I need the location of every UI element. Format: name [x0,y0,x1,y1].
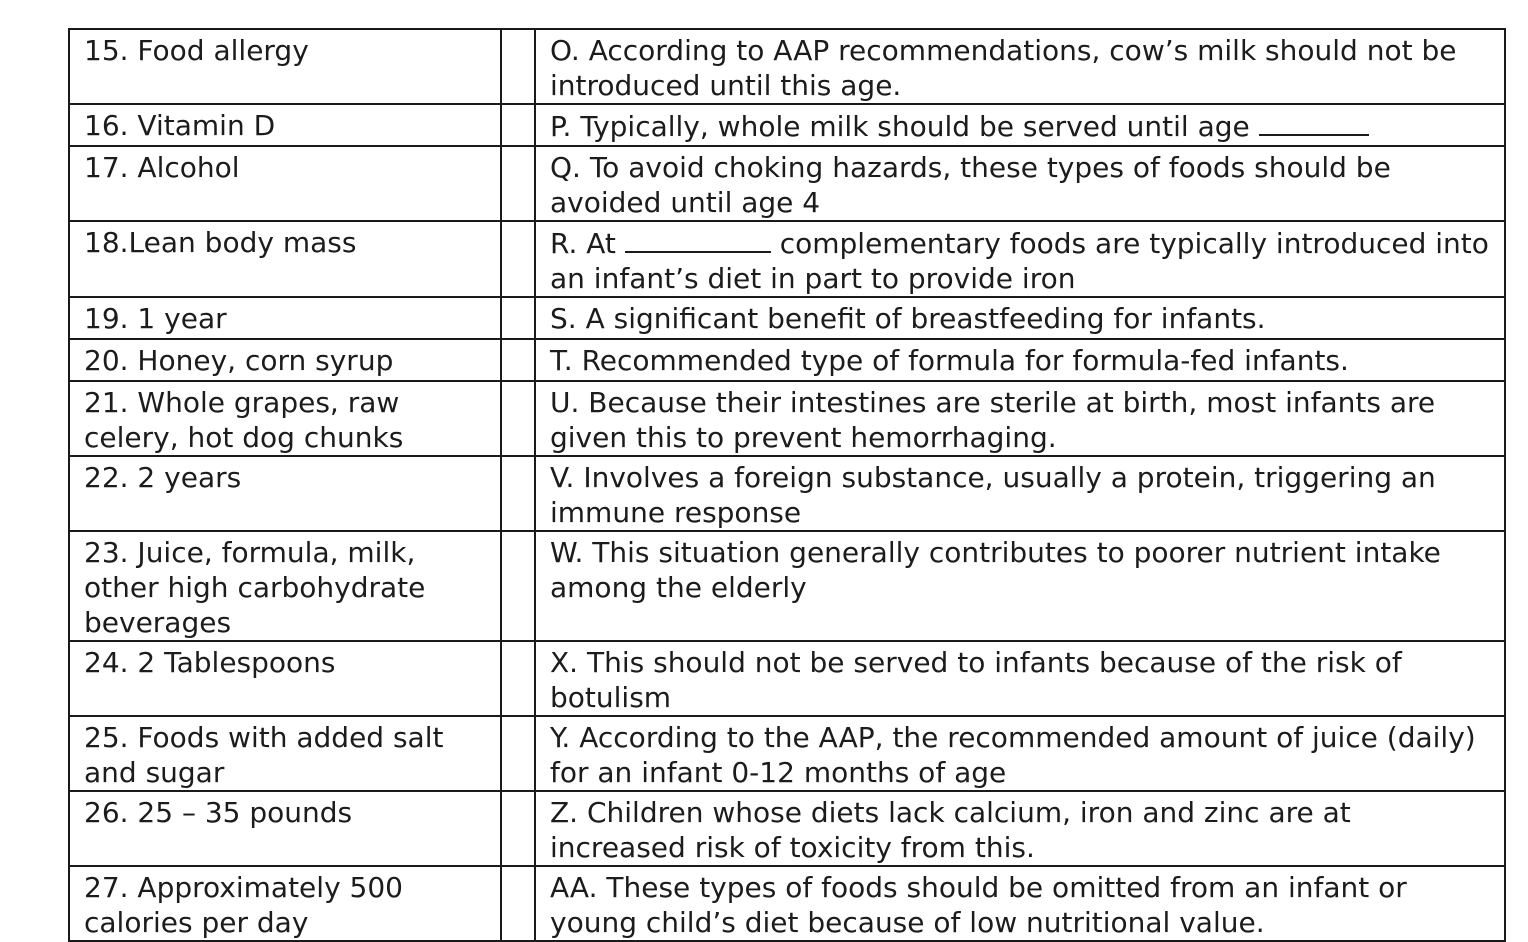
term-cell: 22. 2 years [69,456,501,531]
answer-blank-cell [501,791,535,866]
description-cell [535,104,1505,146]
description-cell: AA. These types of foods should be omitted from an infant or young child’s diet because of low nutritional value. [535,866,1505,941]
description-cell: Q. To avoid choking hazards, these types of foods should be avoided until age 4 [535,146,1505,221]
answer-blank-cell [501,104,535,146]
answer-blank-cell [501,641,535,716]
description-cell: U. Because their intestines are sterile at birth, most infants are given this to prevent hemorrhaging. [535,381,1505,456]
description-cell: S. A significant benefit of breastfeeding for infants. [535,297,1505,339]
table-row [69,866,1505,941]
answer-blank-cell [501,381,535,456]
table-row [69,381,1505,456]
description-cell: W. This situation generally contributes to poorer nutrient intake among the elderly [535,531,1505,641]
description-text-start: R. At [550,227,616,260]
table-row [69,339,1505,381]
answer-blank-cell [501,716,535,791]
term-cell: 18.Lean body mass [69,221,501,297]
term-cell: 25. Foods with added salt and sugar [69,716,501,791]
answer-blank-cell [501,297,535,339]
table-row [69,456,1505,531]
table-row [69,297,1505,339]
term-cell: 24. 2 Tablespoons [69,641,501,716]
table-row [69,104,1505,146]
term-cell: 23. Juice, formula, milk, other high carbohydrate beverages [69,531,501,641]
description-cell: O. According to AAP recommendations, cow’s milk should not be introduced until this age. [535,29,1505,104]
answer-blank-cell [501,146,535,221]
table-row [69,791,1505,866]
table-row [69,146,1505,221]
term-cell: 16. Vitamin D [69,104,501,146]
table-row [69,641,1505,716]
description-cell: T. Recommended type of formula for formula-fed infants. [535,339,1505,381]
answer-blank-cell [501,531,535,641]
answer-blank-cell [501,866,535,941]
matching-table [68,28,1506,942]
table-row [69,531,1505,641]
table-row [69,716,1505,791]
description-cell: X. This should not be served to infants because of the risk of botulism [535,641,1505,716]
term-cell: 26. 25 – 35 pounds [69,791,501,866]
answer-blank-cell [501,456,535,531]
description-cell: Z. Children whose diets lack calcium, iron and zinc are at increased risk of toxicity from this. [535,791,1505,866]
description-cell: Y. According to the AAP, the recommended amount of juice (daily) for an infant 0-12 months of age [535,716,1505,791]
answer-blank-cell [501,221,535,297]
term-cell: 17. Alcohol [69,146,501,221]
description-text: P. Typically, whole milk should be served until age [550,110,1250,143]
table-row [69,221,1505,297]
term-cell: 27. Approximately 500 calories per day [69,866,501,941]
term-cell: 15. Food allergy [69,29,501,104]
description-cell: V. Involves a foreign substance, usually a protein, triggering an immune response [535,456,1505,531]
answer-blank-cell [501,339,535,381]
term-cell: 19. 1 year [69,297,501,339]
fill-in-blank [625,225,771,253]
term-cell: 21. Whole grapes, raw celery, hot dog chunks [69,381,501,456]
table-row [69,29,1505,104]
fill-in-blank [1259,108,1369,136]
term-cell: 20. Honey, corn syrup [69,339,501,381]
description-text-end: complementary foods are typically introduced into an infant’s diet in part to provide iron [550,227,1489,295]
description-cell [535,221,1505,297]
answer-blank-cell [501,29,535,104]
